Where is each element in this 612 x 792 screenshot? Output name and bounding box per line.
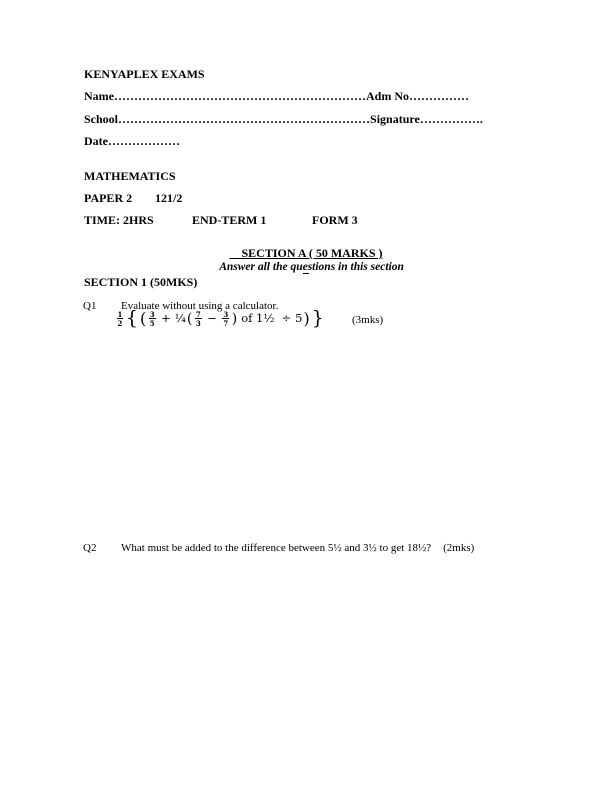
paper-code: 121/2	[155, 191, 183, 205]
q1-number: Q1	[83, 300, 97, 312]
school-dots: ………………………………………………………	[118, 112, 371, 126]
date-dots: ………………	[108, 134, 180, 148]
fraction-three-fifths: $\frac{3}{5}$	[149, 309, 155, 328]
term-label: END-TERM 1	[192, 213, 267, 227]
name-dots: ………………………………………………………	[114, 89, 366, 103]
q2-row	[72, 526, 474, 571]
adm-no-dots: ……………	[409, 89, 470, 103]
paper-label: PAPER 2	[84, 191, 133, 205]
form-label: FORM 3	[312, 213, 358, 227]
q1-math-expression	[115, 309, 325, 328]
fraction-three-sevenths: $\frac{3}{7}$	[223, 309, 229, 328]
org-title-text: KENYAPLEX EXAMS	[84, 67, 205, 81]
fraction-one-half: $\frac{1}{2}$	[117, 309, 123, 328]
q2-number: Q2	[83, 542, 97, 554]
q2-marks: (2mks)	[443, 542, 475, 554]
open-paren: (	[139, 308, 147, 328]
school-label: School	[84, 112, 119, 126]
minus-operator: −	[207, 310, 217, 325]
subject-title-text: MATHEMATICS	[84, 169, 176, 183]
one-quarter: ¼	[174, 310, 186, 325]
divide-operator: ÷	[281, 310, 292, 325]
close-brace: }	[311, 307, 324, 329]
name-label: Name	[84, 89, 114, 103]
q1-text: Evaluate without using a calculator.	[121, 300, 279, 312]
fraction-seven-thirds: $\frac{7}{3}$	[195, 309, 201, 328]
of-one-and-half: of 1½	[241, 310, 275, 325]
inner-close-paren: )	[231, 310, 238, 327]
open-brace: {	[125, 307, 138, 329]
date-label: Date	[84, 134, 108, 148]
signature-label: Signature	[370, 112, 420, 126]
time-label: TIME: 2HRS	[84, 213, 154, 227]
plus-operator: +	[161, 310, 171, 325]
inner-open-paren: (	[186, 310, 193, 327]
q2-text: What must be added to the difference between 5½ and 3½ to get 18½?	[121, 542, 432, 554]
divisor-five: 5	[295, 310, 303, 325]
q1-marks: (3mks)	[352, 314, 384, 326]
section-1-title-text: SECTION 1 (50MKS)	[84, 275, 198, 289]
close-paren: )	[303, 308, 310, 328]
adm-no-label: Adm No	[366, 89, 410, 103]
section-a-title-text: SECTION A ( 50 MARKS )	[241, 246, 383, 260]
signature-dots: …………….	[419, 112, 483, 126]
section-instruction-text: Answer all the questions in this section	[219, 261, 404, 273]
